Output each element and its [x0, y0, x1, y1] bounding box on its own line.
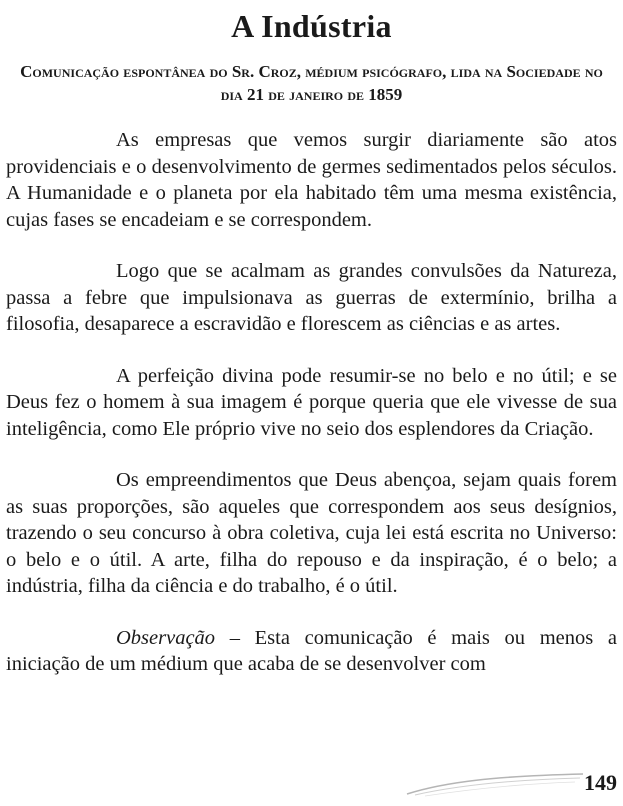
- observation-label: Observação: [116, 626, 216, 649]
- body-text: [6, 127, 617, 703]
- paragraph-1: As empresas que vemos surgir diariamente são atos providenciais e o desenvolvimento de germes sedimentados pelos séculos. A Humanidade e o planeta por ela habitado têm uma mesma existência, cujas fases se encadeiam e se correspondem.: [6, 129, 617, 231]
- page-title: A Indústria: [231, 8, 392, 44]
- paragraph-2: Logo que se acalmam as grandes convulsões da Natureza, passa a febre que impulsionava as guerras de extermínio, brilha a filosofia, desaparece a escravidão e florescem as ciências e as artes.: [6, 260, 617, 335]
- observation-text: – Esta comunicação é mais ou menos a iniciação de um médium que acaba de se desenvolver com: [6, 626, 617, 675]
- subtitle: Comunicação espontânea do Sr. Croz, médium psicógrafo, lida na Sociedade no dia 21 de janeiro de 1859: [20, 62, 603, 104]
- observation-paragraph: [6, 625, 617, 678]
- paragraph-4: Os empreendimentos que Deus abençoa, sejam quais forem as suas proporções, são aqueles que correspondem aos seus desígnios, trazendo o seu concurso à obra coletiva, cuja lei está escrita no Universo: o belo e o útil. A arte, filha do repouso e da inspiração, é o belo; a indústria, filha da ciência e do trabalho, é o útil.: [6, 469, 617, 597]
- paragraph-3: A perfeição divina pode resumir-se no belo e no útil; e se Deus fez o homem à sua imagem é porque queria que ele vivesse de sua inteligência, como Ele próprio vive no seio dos esplendores da Criação.: [6, 364, 617, 440]
- page-number: 149: [584, 770, 617, 795]
- decorative-swoosh-icon: [405, 764, 585, 798]
